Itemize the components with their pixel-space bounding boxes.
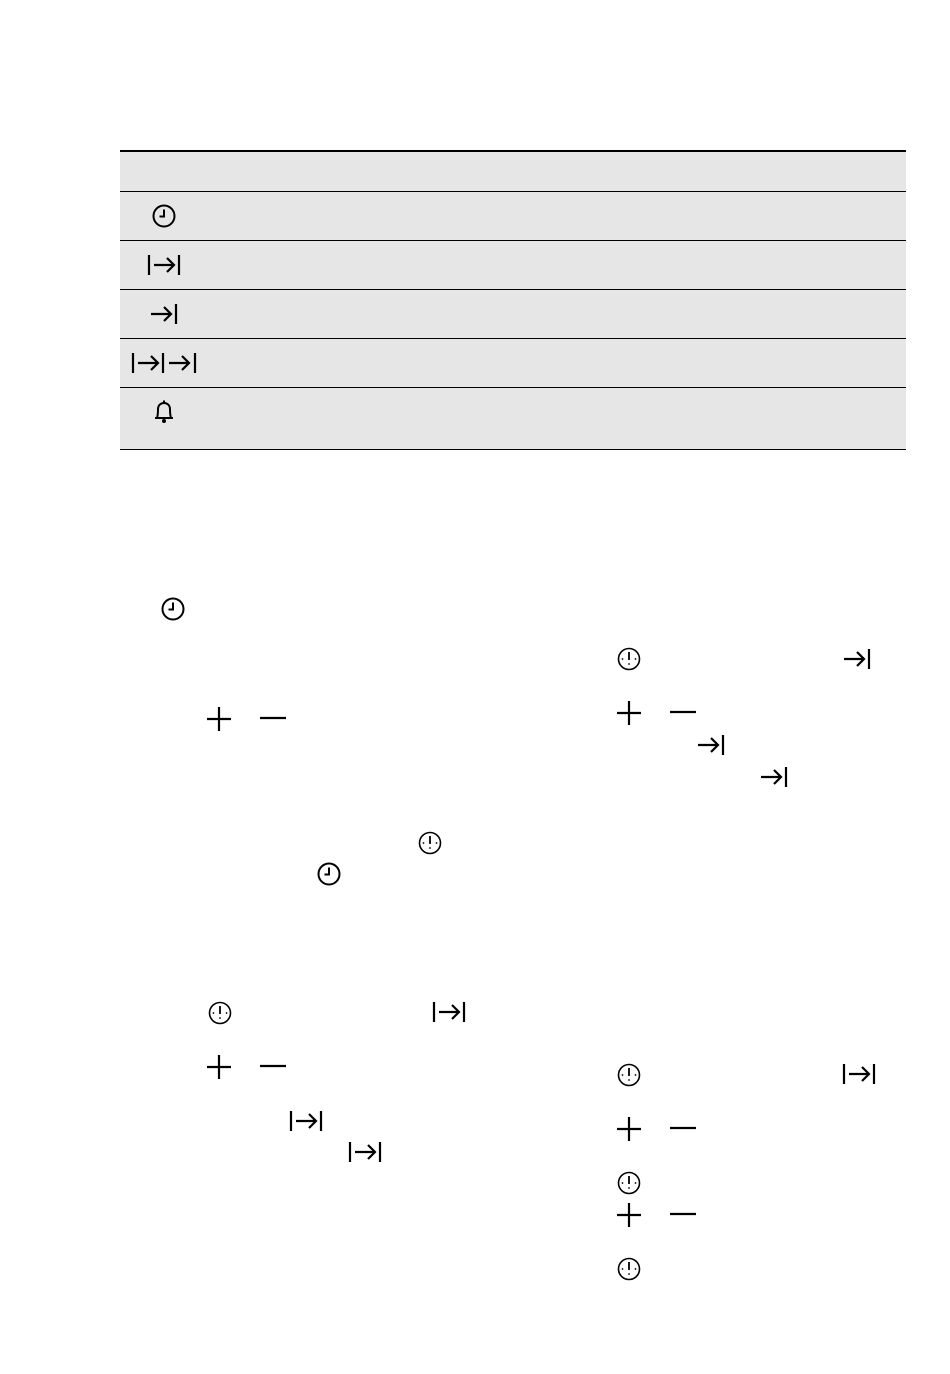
end-time-icon: [760, 765, 788, 789]
table-header-row: [120, 152, 906, 191]
minus-icon: [260, 707, 286, 731]
duration-icon: [348, 1140, 382, 1164]
duration-icon: [120, 241, 208, 289]
plus-icon: [207, 1055, 231, 1079]
clock-icon: [317, 862, 341, 886]
duration-icon: [289, 1109, 323, 1133]
duration-icon: [432, 1000, 466, 1024]
function-button-icon: [208, 1001, 232, 1025]
end-time-icon: [697, 733, 725, 757]
table-row: [120, 289, 906, 338]
duration-icon: [842, 1062, 876, 1086]
table-row: [120, 191, 906, 240]
symbols-table: [120, 150, 906, 450]
function-button-icon: [418, 831, 442, 855]
minus-icon: [670, 1203, 696, 1227]
function-button-icon: [617, 1257, 641, 1281]
minus-icon: [670, 1117, 696, 1141]
table-row: [120, 240, 906, 289]
clock-icon: [120, 192, 208, 240]
time-delay-icon: [120, 339, 208, 387]
function-button-icon: [617, 647, 641, 671]
minute-minder-bell-icon: [120, 388, 208, 449]
minus-icon: [260, 1055, 286, 1079]
plus-icon: [617, 1117, 641, 1141]
plus-icon: [207, 707, 231, 731]
table-row: [120, 387, 906, 449]
table-row: [120, 338, 906, 387]
end-time-icon: [843, 647, 871, 671]
plus-icon: [617, 1203, 641, 1227]
function-button-icon: [617, 1063, 641, 1087]
clock-icon: [161, 597, 185, 621]
function-button-icon: [617, 1171, 641, 1195]
plus-icon: [617, 701, 641, 725]
minus-icon: [670, 701, 696, 725]
end-time-icon: [120, 290, 208, 338]
